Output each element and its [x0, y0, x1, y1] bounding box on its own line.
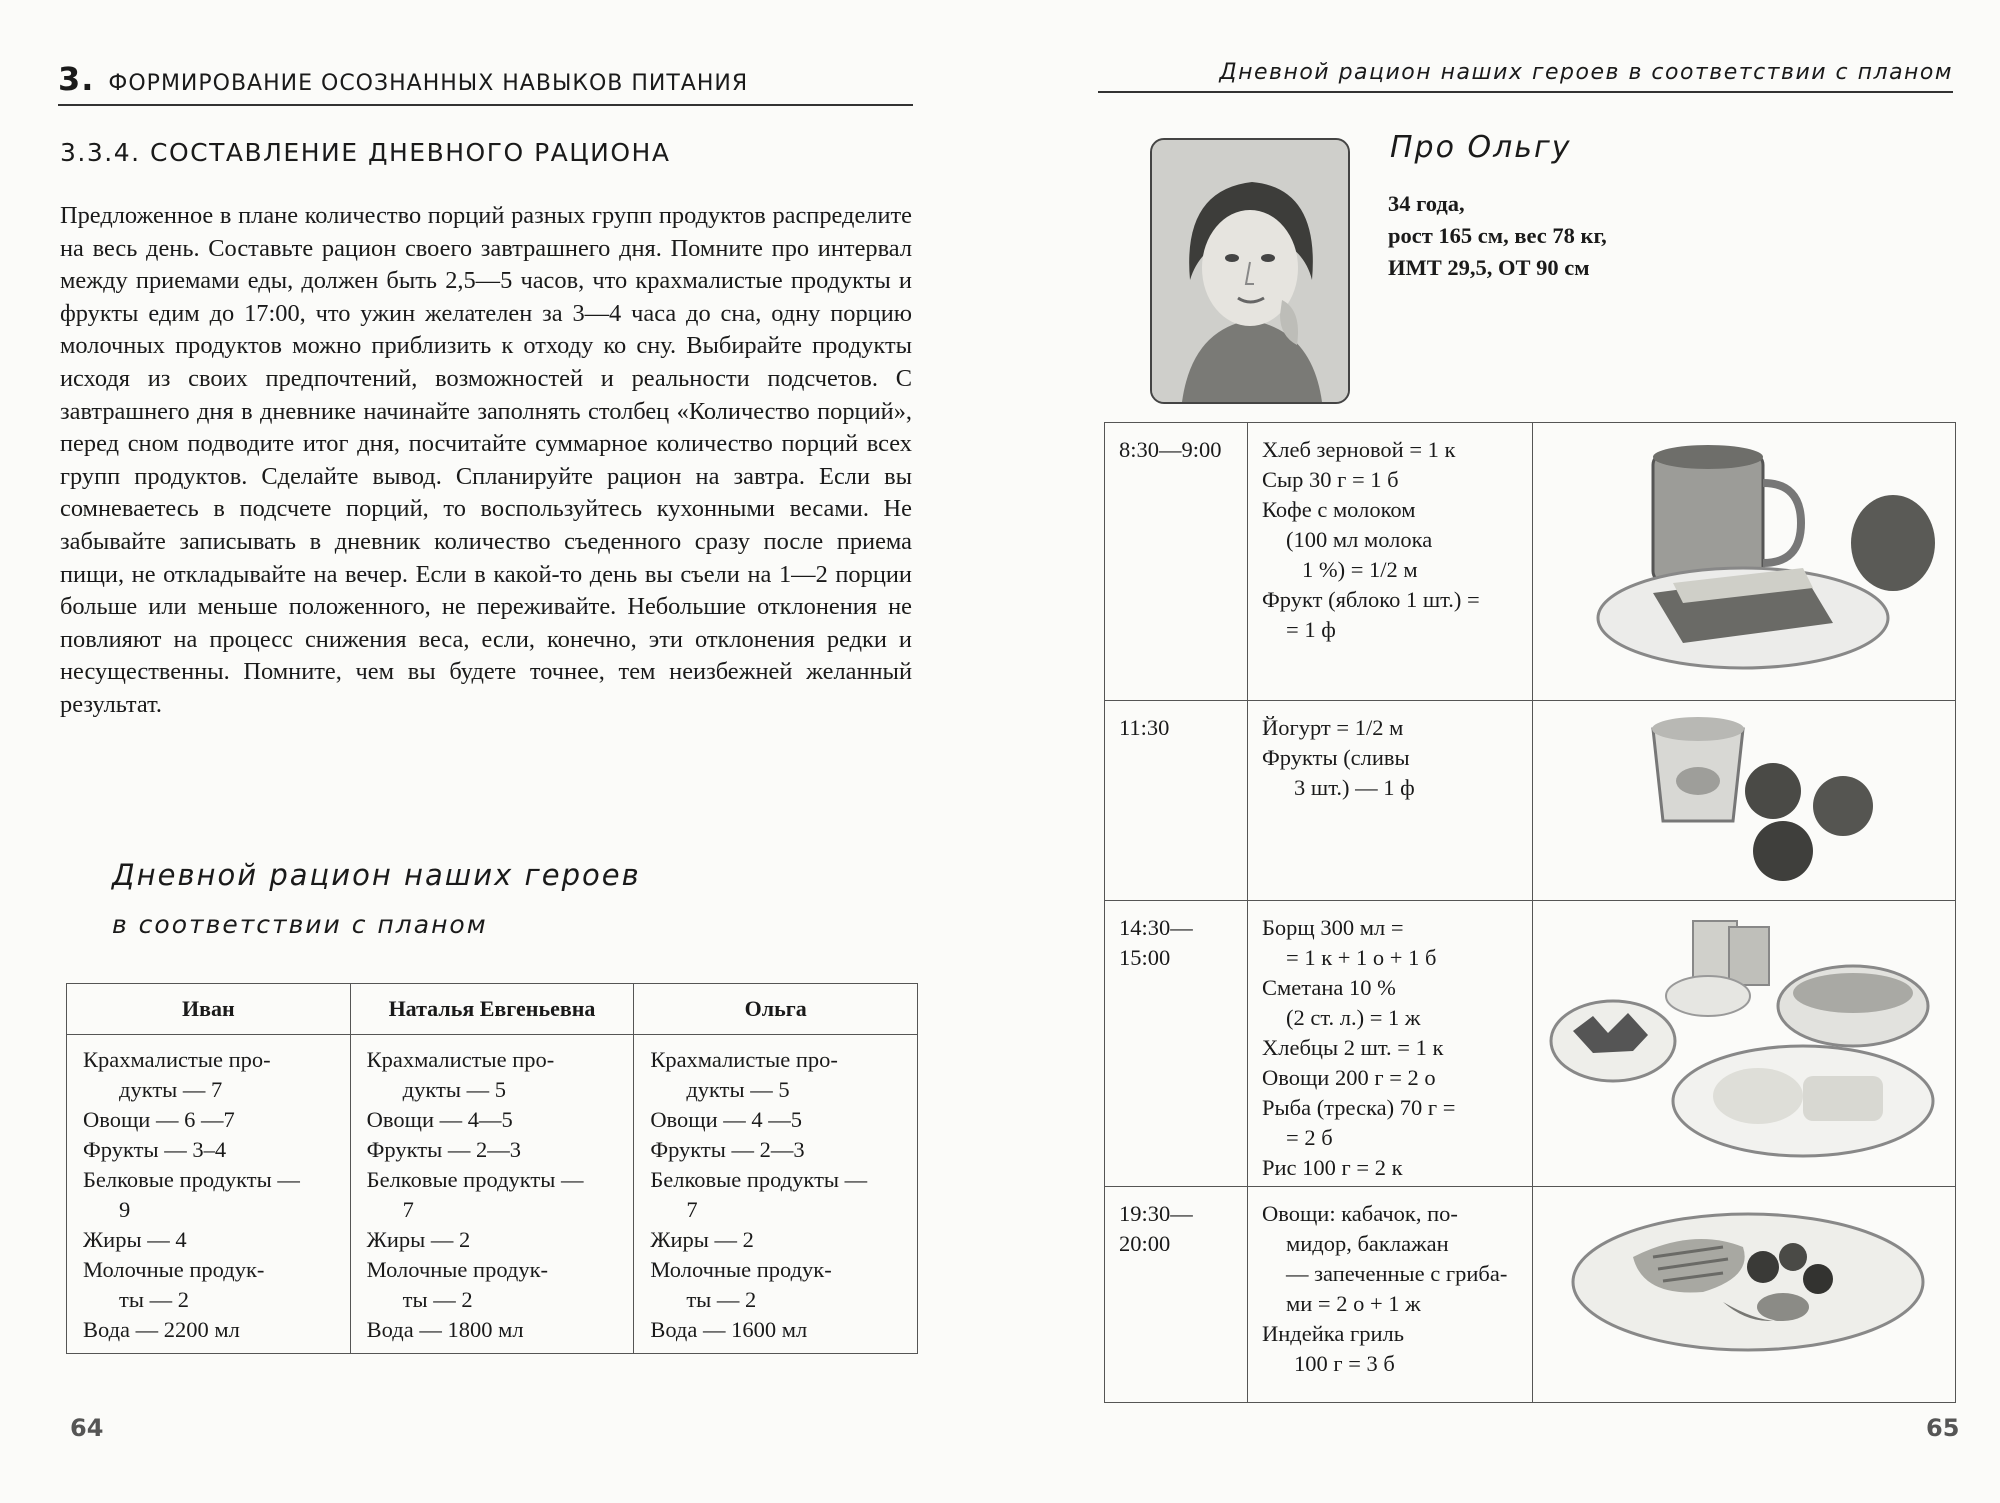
table-cell-line: Белковые продукты — [366, 1167, 584, 1192]
page-number-left: 64 [70, 1414, 104, 1442]
meals-table [1104, 422, 1956, 1403]
meal-item-line: Овощи: кабачок, по- [1262, 1201, 1458, 1226]
column-natalya [350, 1035, 634, 1354]
meal-photo [1533, 701, 1956, 901]
table-cell-line: Молочные продук- [366, 1257, 549, 1282]
section-title: 3.3.4. СОСТАВЛЕНИЕ ДНЕВНОГО РАЦИОНА [60, 138, 671, 167]
running-head-left [58, 60, 913, 106]
table-cell-line: дукты — 5 [402, 1077, 506, 1102]
table-cell-line: Крахмалистые про- [650, 1047, 838, 1072]
table-cell-line: Фрукты — 2—3 [650, 1137, 805, 1162]
meal-time-line: 11:30 [1119, 715, 1170, 740]
about-olga-title: Про Ольгу [1390, 130, 1572, 165]
table-cell-line: 7 [686, 1197, 698, 1222]
meal-row-lunch [1105, 901, 1956, 1187]
table-cell-line: Фрукты — 2—3 [366, 1137, 521, 1162]
turkey-grilled-vegetables-icon [1533, 1187, 1953, 1401]
meal-item-line: = 1 к + 1 о + 1 б [1286, 945, 1437, 970]
body-paragraph [60, 200, 912, 722]
meal-items [1248, 423, 1533, 701]
header-natalya: Наталья Евгеньевна [350, 984, 634, 1035]
meal-time-line: 15:00 [1119, 945, 1171, 970]
meal-time [1105, 423, 1248, 701]
meal-item-line: = 2 б [1286, 1125, 1333, 1150]
meal-item-line: ми = 2 о + 1 ж [1286, 1291, 1421, 1316]
meal-time-line: 19:30— [1119, 1201, 1193, 1226]
meal-time [1105, 901, 1248, 1187]
woman-portrait-icon [1152, 140, 1348, 402]
heroes-table-header [67, 984, 918, 1035]
meal-item-line: Рыба (треска) 70 г = [1262, 1095, 1456, 1120]
meal-item-line: Сметана 10 % [1262, 975, 1396, 1000]
heroes-title-line2: в соответствии с планом [112, 910, 488, 939]
table-cell-line: Овощи — 4 —5 [650, 1107, 803, 1132]
table-cell-line: ты — 2 [119, 1287, 189, 1312]
meal-items [1248, 1187, 1533, 1403]
table-cell-line: Жиры — 2 [650, 1227, 754, 1252]
meal-item-line: — запеченные с гриба- [1286, 1261, 1508, 1286]
about-olga-facts [1388, 188, 1607, 284]
portrait-photo [1150, 138, 1350, 404]
fact-height-weight: рост 165 см, вес 78 кг, [1388, 223, 1607, 248]
meal-time [1105, 701, 1248, 901]
meal-item-line: Йогурт = 1/2 м [1262, 715, 1404, 740]
meal-item-line: Кофе с молоком [1262, 497, 1416, 522]
meal-item-line: Фрукты (сливы [1262, 745, 1410, 770]
table-cell-line: ты — 2 [402, 1287, 473, 1312]
meal-row-breakfast [1105, 423, 1956, 701]
meal-item-line: 100 г = 3 б [1294, 1351, 1395, 1376]
meal-items [1248, 901, 1533, 1187]
meal-item-line: Сыр 30 г = 1 б [1262, 467, 1399, 492]
header-ivan: Иван [67, 984, 351, 1035]
meal-item-line: Рис 100 г = 2 к [1262, 1155, 1403, 1180]
body-text: Предложенное в плане количество порций разных групп продуктов распределите на весь день. Составьте рацион своего завтрашнего дня. Помните про интервал между приемами еды, должен быть 2,5—5 часов, что крахмалистые продукты и фрукты едим до 17:00, что ужин желателен за 3—4 часа до сна, одну порцию молочных продуктов можно приблизить к отходу ко сну. Выбирайте продукты исходя из своих предпочтений, возможностей и реальности подсчетов. С завтрашнего дня в дневнике начинайте заполнять столбец «Количество порций», перед сном подводите итог дня, посчитайте суммарное количество порций всех групп продуктов. Сделайте вывод. Спланируйте рацион на завтра. Если вы сомневаетесь в подсчете порций, то воспользуйтесь кухонными весами. Не забывайте записывать в дневник количество съеденного сразу после приема пищи, не откладывайте на вечер. Если в какой-то день вы съели на 1—2 порции больше или меньше положенного, не переживайте. Небольшие отклонения не повлияют на процесс снижения веса, если, конечно, эти отклонения редки и несущественны. Помните, чем вы будете точнее, тем неизбежней желанный результат. [60, 202, 912, 718]
header-olga: Ольга [634, 984, 918, 1035]
heroes-title [112, 850, 641, 950]
heroes-table [66, 983, 918, 1354]
column-olga [634, 1035, 918, 1354]
table-cell-line: 9 [119, 1197, 131, 1222]
right-page [1000, 0, 2000, 1503]
meal-time-line: 14:30— [1119, 915, 1193, 940]
meal-item-line: Борщ 300 мл = [1262, 915, 1404, 940]
meal-photo [1533, 901, 1956, 1187]
meal-item-line: Овощи 200 г = 2 о [1262, 1065, 1436, 1090]
table-cell-line: Вода — 2200 мл [83, 1317, 240, 1342]
yogurt-plums-icon [1533, 701, 1953, 899]
meal-item-line: Индейка гриль [1262, 1321, 1404, 1346]
meal-time-line: 20:00 [1119, 1231, 1171, 1256]
table-cell-line: дукты — 7 [119, 1077, 223, 1102]
table-cell-line: 7 [402, 1197, 414, 1222]
table-cell-line: Вода — 1800 мл [366, 1317, 524, 1342]
meal-item-line: Хлеб зерновой = 1 к [1262, 437, 1456, 462]
coffee-sandwich-apple-icon [1533, 423, 1953, 693]
column-ivan [67, 1035, 351, 1354]
table-cell-line: Крахмалистые про- [83, 1047, 271, 1072]
meal-item-line: Хлебцы 2 шт. = 1 к [1262, 1035, 1444, 1060]
table-cell-line: Овощи — 6 —7 [83, 1107, 235, 1132]
table-cell-line: Молочные продук- [83, 1257, 265, 1282]
chapter-title: ФОРМИРОВАНИЕ ОСОЗНАННЫХ НАВЫКОВ ПИТАНИЯ [108, 71, 749, 96]
meal-row-dinner [1105, 1187, 1956, 1403]
meal-row-snack [1105, 701, 1956, 901]
table-cell-line: Молочные продук- [650, 1257, 832, 1282]
table-cell-line: Жиры — 2 [366, 1227, 471, 1252]
heroes-table-row [67, 1035, 918, 1354]
meal-item-line: 1 %) = 1/2 м [1302, 557, 1418, 582]
table-cell-line: Крахмалистые про- [366, 1047, 555, 1072]
meal-item-line: = 1 ф [1286, 617, 1336, 642]
table-cell-line: Вода — 1600 мл [650, 1317, 808, 1342]
meal-photo [1533, 423, 1956, 701]
table-cell-line: Жиры — 4 [83, 1227, 187, 1252]
fact-age: 34 года, [1388, 191, 1465, 216]
table-cell-line: Фрукты — 3–4 [83, 1137, 227, 1162]
page-number-right: 65 [1926, 1414, 1960, 1442]
meal-items [1248, 701, 1533, 901]
table-cell-line: Овощи — 4—5 [366, 1107, 513, 1132]
heroes-title-line1: Дневной рацион наших героев [112, 858, 641, 892]
meal-photo [1533, 1187, 1956, 1403]
soup-salad-fish-rice-icon [1533, 901, 1953, 1185]
running-head-right: Дневной рацион наших героев в соответствии с планом [1098, 60, 1953, 93]
chapter-number: 3. [58, 60, 95, 98]
fact-bmi-waist: ИМТ 29,5, ОТ 90 см [1388, 255, 1590, 280]
meal-item-line: (2 ст. л.) = 1 ж [1286, 1005, 1421, 1030]
meal-item-line: Фрукт (яблоко 1 шт.) = [1262, 587, 1480, 612]
meal-time [1105, 1187, 1248, 1403]
meal-time-line: 8:30—9:00 [1119, 437, 1222, 462]
table-cell-line: Белковые продукты — [83, 1167, 300, 1192]
table-cell-line: ты — 2 [686, 1287, 757, 1312]
table-cell-line: дукты — 5 [686, 1077, 790, 1102]
meal-item-line: (100 мл молока [1286, 527, 1433, 552]
table-cell-line: Белковые продукты — [650, 1167, 868, 1192]
meal-item-line: 3 шт.) — 1 ф [1294, 775, 1415, 800]
meal-item-line: мидор, баклажан [1286, 1231, 1449, 1256]
